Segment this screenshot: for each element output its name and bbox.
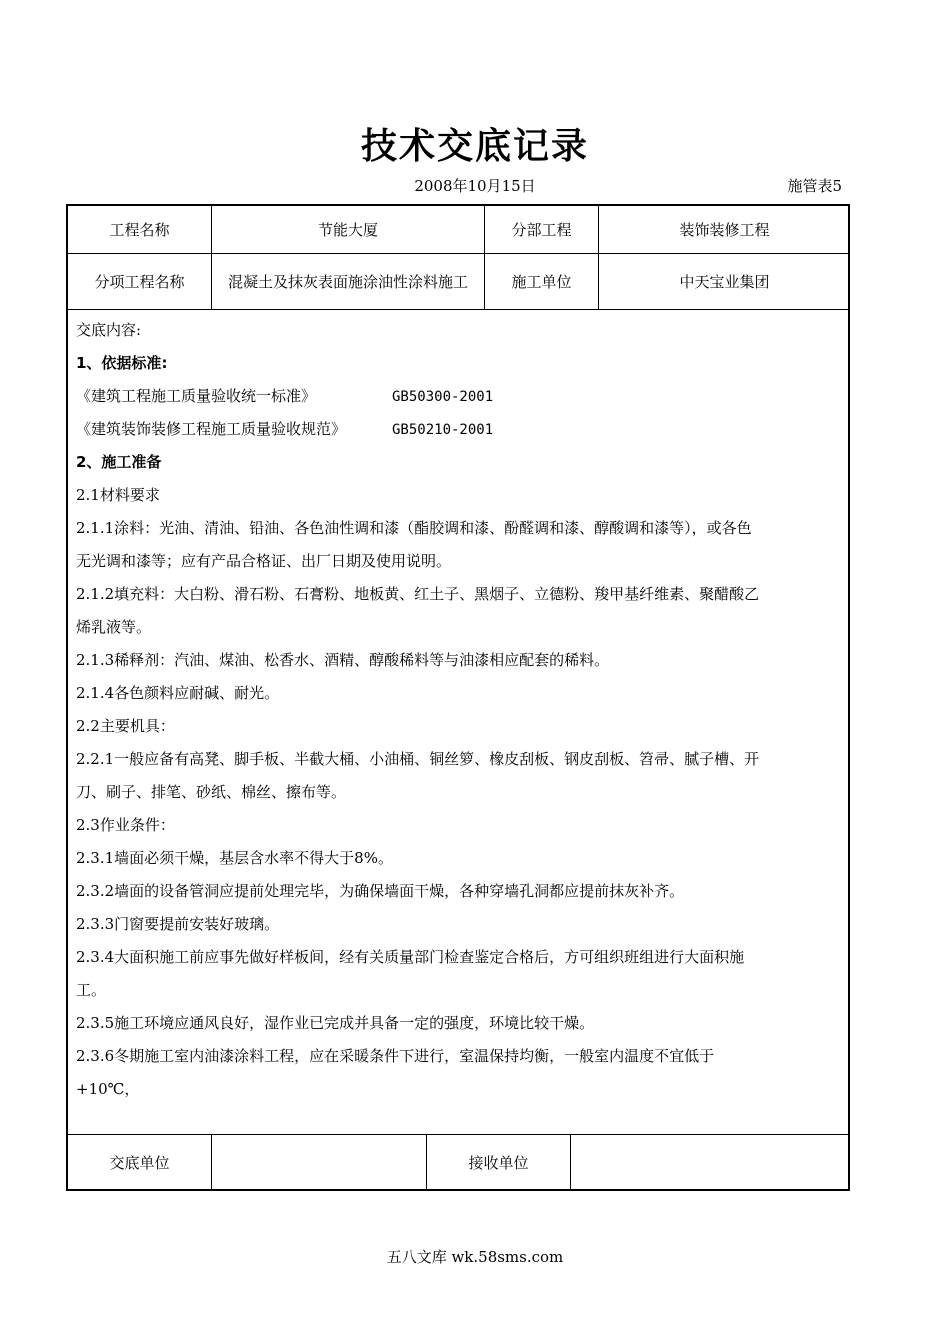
standard-item (76, 413, 846, 446)
disclosure-content (76, 314, 846, 1106)
content-line: +10℃， (76, 1080, 140, 1098)
content-line: 2.1.1涂料：光油、清油、铅油、各色油性调和漆（酯胶调和漆、酚醛调和漆、醇酸调和漆等），或各色 (76, 519, 752, 537)
section-heading: 1、依据标准: (76, 354, 168, 372)
content-lines (76, 479, 846, 1106)
content-line: 2.3.6冬期施工室内油漆涂料工程，应在采暖条件下进行，室温保持均衡，一般室内温度不宜低于 (76, 1047, 715, 1065)
receiver-unit-label: 接收单位 (468, 1154, 529, 1172)
subitem-label: 分项工程名称 (94, 272, 185, 291)
document-date: 2008年10月15日 (414, 177, 536, 195)
content-line: 2.3.5施工环境应通风良好，湿作业已完成并具备一定的强度，环境比较干燥。 (76, 1014, 595, 1032)
project-name-value: 节能大厦 (317, 220, 378, 239)
project-name-label: 工程名称 (109, 220, 170, 239)
content-line: 刀、刷子、排笔、砂纸、棉丝、擦布等。 (76, 783, 347, 801)
document-title: 技术交底记录 (360, 126, 589, 167)
row-divider (68, 309, 848, 310)
content-line: 2.3.4大面积施工前应事先做好样板间，经有关质量部门检查鉴定合格后，方可组织班组进行大面积施 (76, 948, 745, 966)
content-line: 2.3.3门窗要提前安装好玻璃。 (76, 915, 280, 933)
content-line: 2.3.1墙面必须干燥，基层含水率不得大于8%。 (76, 849, 393, 867)
content-line: 无光调和漆等；应有产品合格证、出厂日期及使用说明。 (76, 552, 452, 570)
contractor-value: 中天宝业集团 (679, 272, 770, 291)
content-line: 2.3.2墙面的设备管洞应提前处理完毕，为确保墙面干燥，各种穿墙孔洞都应提前抹灰补齐。 (76, 882, 685, 900)
content-line: 烯乳液等。 (76, 618, 152, 636)
content-line: 2.1.2填充料：大白粉、滑石粉、石膏粉、地板黄、红土子、黑烟子、立德粉、羧甲基纤维素、聚醋酸乙 (76, 585, 760, 603)
division-value: 装饰装修工程 (679, 220, 770, 239)
form-number: 施管表5 (787, 177, 842, 195)
standard-item (76, 380, 846, 413)
standard-title: 《建筑工程施工质量验收统一标准》 (76, 387, 317, 405)
receiver-unit-value (571, 1135, 850, 1191)
record-table (66, 204, 850, 1191)
handover-unit-value (212, 1135, 426, 1191)
content-line: 2.1.4各色颜料应耐碱、耐光。 (76, 684, 280, 702)
content-line: 2.3作业条件： (76, 816, 175, 834)
footer-watermark: 五八文库 wk.58sms.com (386, 1248, 564, 1266)
standard-code: GB50210-2001 (392, 422, 494, 438)
standard-title: 《建筑装饰装修工程施工质量验收规范》 (76, 420, 347, 438)
section-heading: 2、施工准备 (76, 453, 162, 471)
content-line: 2.1.3稀释剂：汽油、煤油、松香水、酒精、醇酸稀料等与油漆相应配套的稀料。 (76, 651, 610, 669)
subitem-value: 混凝土及抹灰表面施涂油性涂料施工 (227, 272, 468, 291)
content-line: 2.2.1一般应备有高凳、脚手板、半截大桶、小油桶、铜丝箩、橡皮刮板、钢皮刮板、笤帚、腻子槽、开 (76, 750, 760, 768)
content-intro: 交底内容: (76, 321, 142, 339)
content-line: 2.2主要机具： (76, 717, 175, 735)
content-line: 2.1材料要求 (76, 486, 160, 504)
division-label: 分部工程 (511, 220, 572, 239)
content-line: 工。 (76, 981, 107, 999)
handover-unit-label: 交底单位 (109, 1154, 170, 1172)
contractor-label: 施工单位 (511, 272, 572, 291)
standard-code: GB50300-2001 (392, 389, 494, 405)
